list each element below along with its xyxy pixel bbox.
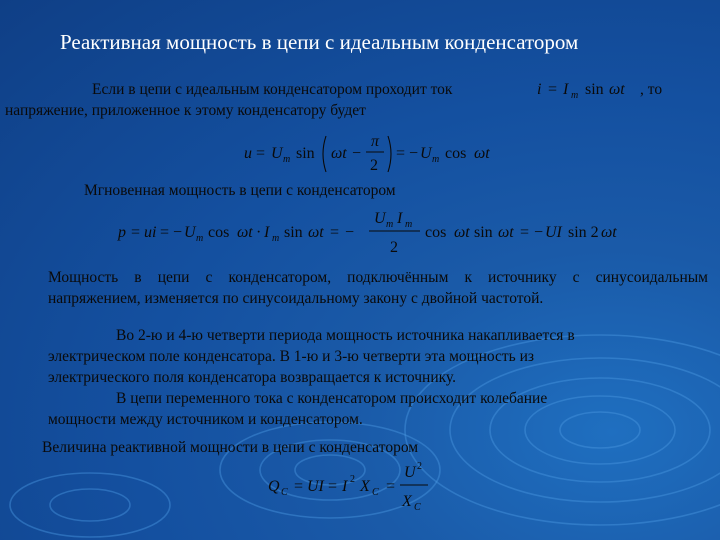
svg-text:−: −	[345, 224, 355, 241]
svg-text:ωt: ωt	[237, 224, 253, 241]
svg-text:sin: sin	[284, 224, 303, 241]
svg-text:ωt: ωt	[601, 224, 617, 241]
svg-text:=: =	[396, 145, 406, 162]
formula-current	[533, 76, 633, 102]
svg-text:m: m	[283, 154, 291, 165]
svg-text:=: =	[131, 224, 141, 241]
svg-text:m: m	[571, 90, 579, 101]
svg-text:−: −	[352, 145, 362, 162]
para1-trailing: , то	[640, 81, 663, 98]
svg-text:ωt: ωt	[454, 224, 470, 241]
svg-text:m: m	[432, 154, 440, 165]
para4-line3: электрического поля конденсатора возвращается к источнику.	[48, 369, 456, 386]
svg-text:ωt: ωt	[308, 224, 324, 241]
svg-text:U: U	[404, 464, 416, 481]
svg-text:sin: sin	[585, 81, 604, 98]
svg-text:sin: sin	[296, 145, 315, 162]
formula-reactive	[262, 458, 472, 514]
svg-text:=: =	[330, 224, 340, 241]
svg-text:U: U	[420, 145, 432, 162]
svg-text:sin 2: sin 2	[568, 224, 599, 241]
svg-text:UI: UI	[307, 478, 324, 495]
svg-text:i: i	[537, 81, 542, 98]
para4-line2: электрическом поле конденсатора. В 1-ю и 3-ю четверти эта мощность из	[48, 348, 535, 365]
svg-text:ωt: ωt	[331, 145, 347, 162]
svg-text:=: =	[520, 224, 530, 241]
formula-power	[112, 204, 642, 260]
svg-text:C: C	[372, 487, 379, 498]
svg-text:U: U	[271, 145, 283, 162]
svg-text:=: =	[328, 478, 338, 495]
svg-text:I: I	[397, 210, 403, 227]
svg-text:m: m	[272, 233, 280, 244]
para1-line2: напряжение, приложенное к этому конденсатору будет	[5, 102, 366, 119]
svg-text:m: m	[196, 233, 204, 244]
para5: Величина реактивной мощности в цепи с конденсатором	[42, 439, 419, 456]
svg-text:cos: cos	[445, 145, 467, 162]
svg-text:2: 2	[390, 239, 398, 256]
svg-text:ωt: ωt	[498, 224, 514, 241]
formula-voltage	[238, 128, 518, 180]
svg-text:2: 2	[370, 157, 378, 174]
svg-text:X: X	[402, 493, 412, 510]
svg-text:cos: cos	[425, 224, 447, 241]
svg-text:U: U	[374, 210, 386, 227]
svg-text:ωt: ωt	[609, 81, 625, 98]
svg-text:−: −	[173, 224, 183, 241]
svg-text:sin: sin	[474, 224, 493, 241]
svg-text:I: I	[264, 224, 270, 241]
svg-text:−: −	[409, 145, 419, 162]
svg-text:C: C	[281, 487, 288, 498]
svg-text:2: 2	[350, 474, 355, 485]
svg-text:m: m	[386, 219, 394, 230]
svg-text:=: =	[386, 478, 396, 495]
svg-text:=: =	[160, 224, 170, 241]
para1-line1: Если в цепи с идеальным конденсатором проходит ток	[92, 81, 453, 98]
svg-text:=: =	[548, 81, 558, 98]
para4-line4: В цепи переменного тока с конденсатором происходит колебание	[116, 390, 548, 407]
svg-text:I: I	[563, 81, 569, 98]
svg-text:2: 2	[417, 461, 422, 472]
svg-text:p: p	[118, 224, 126, 241]
para4-line5: мощности между источником и конденсатором.	[48, 411, 363, 428]
svg-text:ui: ui	[144, 224, 157, 241]
svg-text:π: π	[371, 133, 380, 150]
svg-text:−: −	[534, 224, 544, 241]
svg-text:ωt: ωt	[474, 145, 490, 162]
svg-text:I: I	[342, 478, 348, 495]
svg-text:m: m	[405, 219, 413, 230]
svg-text:C: C	[414, 502, 421, 513]
svg-text:X: X	[360, 478, 370, 495]
svg-text:Q: Q	[268, 478, 280, 495]
svg-text:=: =	[294, 478, 304, 495]
slide-title: Реактивная мощность в цепи с идеальным конденсатором	[60, 30, 579, 54]
para4-line1: Во 2-ю и 4-ю четверти периода мощность источника накапливается в	[116, 327, 575, 344]
svg-text:cos: cos	[208, 224, 230, 241]
svg-text:u: u	[244, 145, 252, 162]
svg-text:=: =	[256, 145, 266, 162]
para2: Мгновенная мощность в цепи с конденсатором	[84, 182, 396, 199]
svg-text:·: ·	[256, 224, 262, 241]
svg-text:UI: UI	[545, 224, 562, 241]
para3-line2: напряжением, изменяется по синусоидальному закону с двойной частотой.	[48, 290, 544, 307]
para3-line1: Мощность в цепи с конденсатором, подключённым к источнику с синусоидальным	[48, 269, 708, 286]
svg-text:U: U	[184, 224, 196, 241]
